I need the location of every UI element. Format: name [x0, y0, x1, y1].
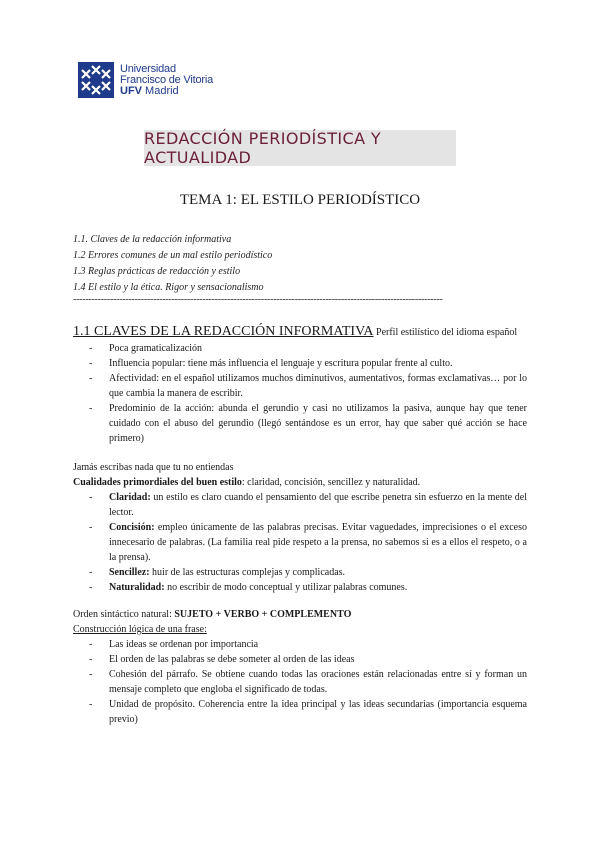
list-item: - Sencillez: huir de las estructuras complejas y complicadas.	[73, 565, 527, 580]
logo-line-3: UFV Madrid	[120, 84, 179, 97]
list-item: - Claridad: un estilo es claro cuando el pensamiento del que escribe penetra sin esfuerzo en la mente del lector.	[73, 490, 527, 520]
section-body	[73, 324, 527, 727]
list-item: - Afectividad: en el español utilizamos muchos diminutivos, aumentativos, formas exclamativas… por lo que cambia la manera de escribir.	[73, 371, 527, 401]
table-of-contents	[73, 232, 272, 296]
section-heading-suffix: Perfil estilístico del idioma español	[373, 327, 518, 338]
page-title: TEMA 1: EL ESTILO PERIODÍSTICO	[179, 192, 421, 208]
section-heading-title: 1.1 CLAVES DE LA REDACCIÓN INFORMATIVA	[73, 324, 374, 339]
list-item: - Predominio de la acción: abunda el gerundio y casi no utilizamos la pasiva, aunque hay que tener cuidado con el abuso del gerundio (llegó sentándose es un error, hay que saber qué acción se hace primero)	[73, 401, 527, 446]
jamas-line: Jamás escribas nada que tu no entiendas	[73, 462, 234, 473]
cualidades-list	[73, 490, 527, 595]
logo-line-2: Francisco de Vitoria	[120, 73, 214, 86]
construccion-list	[73, 637, 527, 727]
toc-item: 1.2 Errores comunes de un mal estilo periodístico	[73, 250, 273, 261]
list-item: - Las ideas se ordenan por importancia	[73, 637, 527, 652]
list-item: - Influencia popular: tiene más influencia el lenguaje y escritura popular frente al culto.	[73, 356, 527, 371]
list-item: - El orden de las palabras se debe someter al orden de las ideas	[73, 652, 527, 667]
toc-item: 1.4 El estilo y la ética. Rigor y sensacionalismo	[73, 282, 264, 293]
section-heading	[73, 324, 527, 341]
ufv-logo-icon	[78, 62, 114, 98]
course-title-banner: REDACCIÓN PERIODÍSTICA Y ACTUALIDAD	[144, 130, 456, 166]
list-item: - Concisión: empleo únicamente de las palabras precisas. Evitar vaguedades, imprecisiones o el exceso innecesario de palabras. (La familia real pide respeto a la prensa, no sabemos si es a ellos el respeto, o a la prensa).	[73, 520, 527, 565]
toc-item: 1.1. Claves de la redacción informativa	[73, 234, 232, 245]
university-logo	[78, 62, 213, 98]
construccion-heading: Construcción lógica de una frase:	[73, 624, 207, 635]
list-item: - Unidad de propósito. Coherencia entre la idea principal y las ideas secundarias (importancia esquema previo)	[73, 697, 527, 727]
logo-line-1: Universidad	[120, 62, 176, 75]
orden-line: Orden sintáctico natural: SUJETO + VERBO + COMPLEMENTO	[73, 609, 352, 620]
list-item: - Naturalidad: no escribir de modo conceptual y utilizar palabras comunes.	[73, 580, 527, 595]
list-item: - Cohesión del párrafo. Se obtiene cuando todas las oraciones están relacionadas entre sí y forman un mensaje completo que engloba el significado de todas.	[73, 667, 527, 697]
cualidades-line: Cualidades primordiales del buen estilo: claridad, concisión, sencillez y naturalidad.	[73, 477, 421, 488]
toc-item: 1.3 Reglas prácticas de redacción y estilo	[73, 266, 241, 277]
logo-wordmark	[120, 64, 213, 97]
list-item: - Poca gramaticalización	[73, 341, 527, 356]
perfil-list	[73, 341, 527, 446]
dashed-separator: ------------------------------------------------------------------------------------------------------------------------	[73, 294, 443, 305]
